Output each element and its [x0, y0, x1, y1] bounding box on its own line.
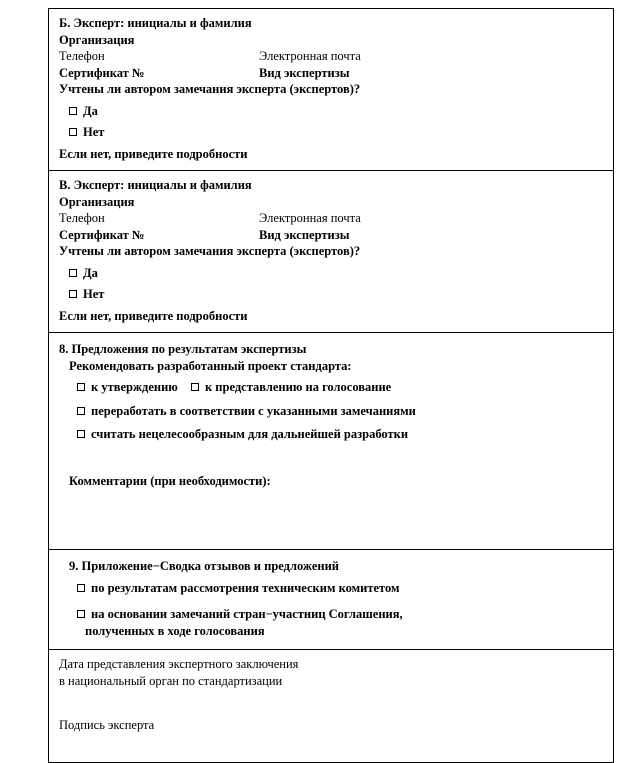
expert-b-email-label: Электронная почта	[259, 49, 361, 63]
checkbox-icon[interactable]	[77, 407, 85, 415]
expert-v-cert-row	[59, 227, 603, 244]
expert-b-option-no[interactable]	[59, 124, 603, 141]
checkbox-icon[interactable]	[69, 128, 77, 136]
expert-b-title: Б. Эксперт: инициалы и фамилия	[59, 16, 252, 30]
proposals-option-rework[interactable]	[59, 403, 603, 420]
checkbox-icon[interactable]	[69, 269, 77, 277]
section-date-and-signature	[49, 650, 613, 762]
proposals-option-row-1[interactable]	[59, 379, 603, 396]
section-appendix	[49, 550, 613, 650]
appendix-option-tc[interactable]	[59, 580, 603, 597]
expert-v-expertise-type-label: Вид экспертизы	[259, 227, 350, 242]
section-proposals	[49, 333, 613, 550]
expert-v-certificate-label: Сертификат №	[59, 227, 145, 242]
expert-b-expertise-type-label: Вид экспертизы	[259, 65, 350, 80]
section-expert-v	[49, 171, 613, 333]
expert-v-question: Учтены ли автором замечания эксперта (экспертов)?	[59, 244, 361, 258]
expert-v-email-label: Электронная почта	[259, 211, 361, 225]
checkbox-icon[interactable]	[191, 383, 199, 391]
expert-v-details-prompt: Если нет, приведите подробности	[59, 308, 248, 323]
expert-b-option-yes-label: Да	[83, 103, 98, 118]
expert-v-contact-row	[59, 210, 603, 227]
section-expert-b	[49, 9, 613, 171]
expert-b-details-prompt: Если нет, приведите подробности	[59, 146, 248, 161]
checkbox-icon[interactable]	[77, 610, 85, 618]
signature-label: Подпись эксперта	[59, 718, 155, 732]
checkbox-icon[interactable]	[77, 430, 85, 438]
expert-v-option-yes-label: Да	[83, 265, 98, 280]
checkbox-icon[interactable]	[69, 107, 77, 115]
checkbox-icon[interactable]	[69, 290, 77, 298]
checkbox-icon[interactable]	[77, 584, 85, 592]
expert-b-organization-label: Организация	[59, 32, 135, 47]
proposals-comments-label: Комментарии (при необходимости):	[69, 473, 271, 488]
appendix-option-tc-label: по результатам рассмотрения техническим комитетом	[91, 580, 400, 595]
proposals-option-approve-label: к утверждению	[91, 380, 178, 394]
proposals-option-inexpedient-label: считать нецелесообразным для дальнейшей разработки	[91, 427, 409, 441]
proposals-option-rework-label: переработать в соответствии с указанными замечаниями	[91, 403, 416, 418]
date-line-1: Дата представления экспертного заключения	[59, 657, 299, 671]
proposals-subtitle: Рекомендовать разработанный проект стандарта:	[69, 358, 352, 373]
expert-b-cert-row	[59, 65, 603, 82]
proposals-option-inexpedient[interactable]	[59, 426, 603, 443]
expert-v-option-yes[interactable]	[59, 265, 603, 282]
expert-b-option-yes[interactable]	[59, 103, 603, 120]
expert-b-question: Учтены ли автором замечания эксперта (экспертов)?	[59, 82, 361, 96]
date-line-2: в национальный орган по стандартизации	[59, 673, 283, 688]
appendix-option-member-states-line1: на основании замечаний стран−участниц Соглашения,	[91, 607, 403, 621]
expert-v-organization-label: Организация	[59, 194, 135, 209]
expert-b-contact-row	[59, 48, 603, 65]
proposals-option-submit-vote-label: к представлению на голосование	[204, 380, 392, 394]
expert-b-certificate-label: Сертификат №	[59, 65, 145, 80]
checkbox-icon[interactable]	[77, 383, 85, 391]
expert-v-option-no[interactable]	[59, 286, 603, 303]
expert-v-option-no-label: Нет	[83, 287, 105, 301]
appendix-option-member-states-line2: полученных в ходе голосования	[85, 623, 265, 638]
expert-b-option-no-label: Нет	[83, 125, 105, 139]
expert-v-title: В. Эксперт: инициалы и фамилия	[59, 178, 252, 192]
appendix-option-member-states[interactable]	[59, 606, 603, 623]
expert-v-phone-label: Телефон	[59, 211, 105, 225]
form-document	[48, 8, 614, 763]
expert-b-phone-label: Телефон	[59, 49, 105, 63]
appendix-title: 9. Приложение−Сводка отзывов и предложений	[69, 559, 339, 573]
proposals-title: 8. Предложения по результатам экспертизы	[59, 342, 307, 356]
